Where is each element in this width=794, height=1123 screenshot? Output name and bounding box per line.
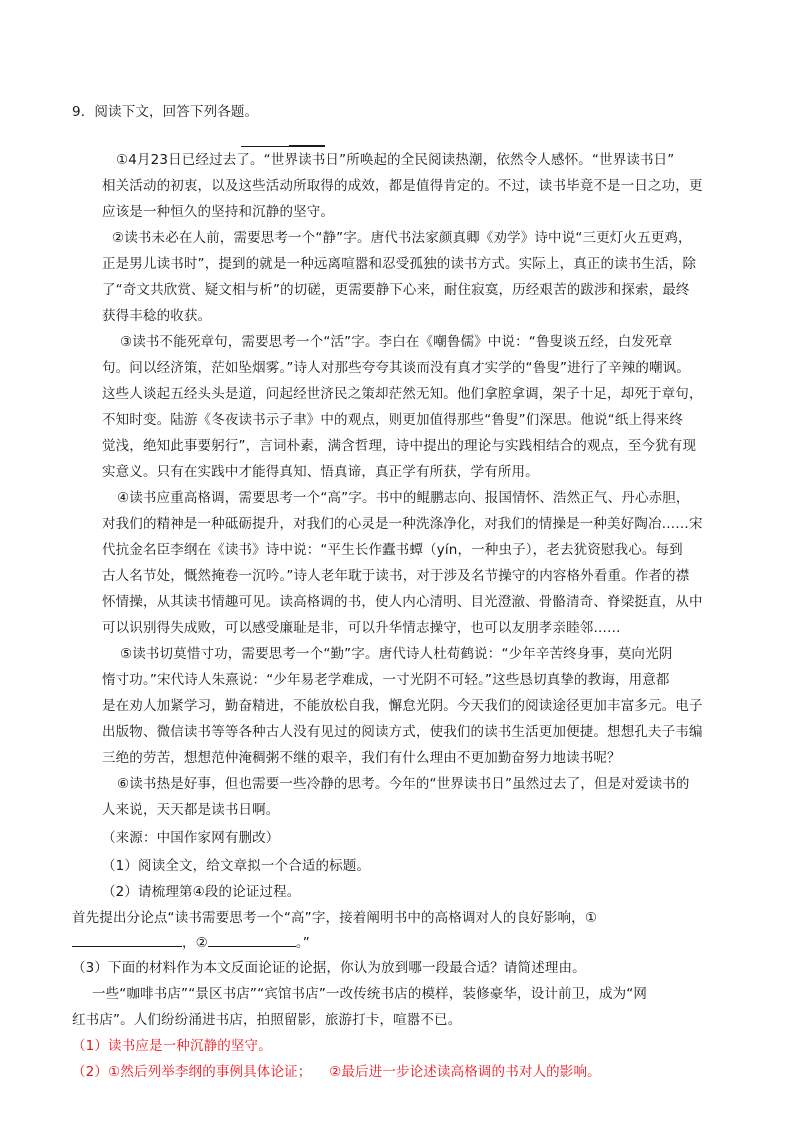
article-line: 获得丰稔的收获。 [102,308,212,324]
article-line: 怀情操，从其读书情趣可见。读高格调的书，使人内心清明、目光澄澈、骨骼清奇、脊梁挺直，从中 [102,594,703,610]
article-line: 觉浅，绝知此事要躬行”，言词朴素，满含哲理，诗中提出的理论与实践相结合的观点，至今犹有现 [102,438,697,454]
article-line: 了“奇文共欣赏、疑文相与析”的切磋，更需要静下心来，耐住寂寞，历经艰苦的跋涉和探索，最终 [102,282,690,298]
article-line: ⑥读书热是好事，但也需要一些冷静的思考。今年的“世界读书日”虽然过去了，但是对爱读书的 [117,776,690,792]
article-line: 是在劝人加紧学习，勤奋精进，不能放松自我，懈怠光阴。今天我们的阅读途径更加丰富多元。电子 [102,698,703,714]
question-number: 9． [72,104,95,120]
article-line: 句。问以经济策，茫如坠烟雾。”诗人对那些夸夸其谈而没有真才实学的“鲁叟”进行了辛辣的嘲讽。 [102,360,690,376]
blank-separator: ，② [182,935,208,951]
article-line: 三绝的劳苦，想想范仲淹稠粥不继的艰辛，我们有什么理由不更加勤奋努力地读书呢？ [102,750,621,766]
question-prompt: 阅读下文，回答下列各题。 [94,104,259,120]
sub-question-2: （2）请梳理第④段的论证过程。 [102,884,301,900]
article-line: 惰寸功。”宋代诗人朱熹说：“少年易老学难成，一寸光阴不可轻。”这些恳切真挚的教诲，用意都 [102,672,670,688]
article-line: 出版物、微信读书等等各种古人没有见过的阅读方式，使我们的读书生活更加便捷。想想孔夫子韦编 [102,724,703,740]
sub-question-2-detail: 首先提出分论点“读书需要思考一个“高”字，接着阐明书中的高格调对人的良好影响，① [72,910,598,926]
article-line: ②读书未必在人前，需要思考一个“静”字。唐代书法家颜真卿《劝学》诗中说“三更灯火五更鸡， [112,230,692,246]
sub-question-3-material: 一些“咖啡书店”“景区书店”“宾馆书店”一改传统书店的模样，装修豪华，设计前卫，成为“网 [92,986,648,1002]
blank-ending: 。” [295,935,310,951]
title-blank-rule [241,146,289,147]
article-line: ①4月23日已经过去了。“世界读书日”所唤起的全民阅读热潮，依然令人感怀。“世界读书日” [116,152,675,168]
article-line: ③读书不能死章句，需要思考一个“活”字。李白在《嘲鲁儒》中说：“鲁叟谈五经，白发死章 [120,334,673,350]
sub-question-3-material: 红书店”。人们纷纷涌进书店，拍照留影，旅游打卡，喧嚣不已。 [72,1012,462,1028]
article-line: 可以识别得失成败，可以感受廉耻是非，可以升华情志操守，也可以友朋孝亲睦邻…… [102,620,621,636]
article-line: 这些人谈起五经头头是道，问起经世济民之策却茫然无知。他们拿腔拿调，架子十足，却死于章句， [102,386,703,402]
sub-question-3: （3）下面的材料作为本文反面论证的论据，你认为放到哪一段最合适？请简述理由。 [72,960,586,976]
article-line: 应该是一种恒久的坚持和沉静的坚守。 [102,204,335,220]
answer-blank-1[interactable] [72,932,182,947]
title-blank-rule-bold [289,145,325,147]
article-line: 实意义。只有在实践中才能得真知、悟真谛，真正学有所获，学有所用。 [102,464,539,480]
article-line: 人来说，天天都是读书日啊。 [102,802,280,818]
article-line: 相关活动的初衷，以及这些活动所取得的成效，都是值得肯定的。不过，读书毕竟不是一日之功，更 [102,178,703,194]
answer-blank-2[interactable] [208,932,296,947]
sub-question-1: （1）阅读全文，给文章拟一个合适的标题。 [102,858,371,874]
sub-question-2-blanks [72,932,310,953]
article-source: （来源：中国作家网有删改） [102,830,280,846]
article-line: 不知时变。陆游《冬夜读书示子聿》中的观点，则更加值得那些“鲁叟”们深思。他说“纸上得来终 [102,412,684,428]
answer-2: （2）①然后列举李纲的事例具体论证； ②最后进一步论述读高格调的书对人的影响。 [72,1064,601,1080]
article-line: 正是男儿读书时”，提到的就是一种远离喧嚣和忍受孤独的读书方式。实际上，真正的读书生活，除 [102,256,697,272]
question-header [72,102,258,122]
article-line: ⑤读书切莫惜寸功，需要思考一个“勤”字。唐代诗人杜荀鹤说：“少年辛苦终身事，莫向光阴 [120,646,673,662]
article-line: ④读书应重高格调，需要思考一个“高”字。书中的鲲鹏志向、报国情怀、浩然正气、丹心赤胆， [117,490,690,506]
answer-1: （1）读书应是一种沉静的坚守。 [72,1038,272,1054]
article-line: 代抗金名臣李纲在《读书》诗中说：“平生长作蠹书蟫（yín，一种虫子），老去犹资慰我心。每到 [102,542,683,558]
article-line: 对我们的精神是一种砥砺提升，对我们的心灵是一种洗涤净化，对我们的情操是一种美好陶冶……宋 [102,516,703,532]
article-line: 古人名节处，慨然掩卷一沉吟。”诗人老年耽于读书，对于涉及名节操守的内容格外看重。作者的襟 [102,568,690,584]
